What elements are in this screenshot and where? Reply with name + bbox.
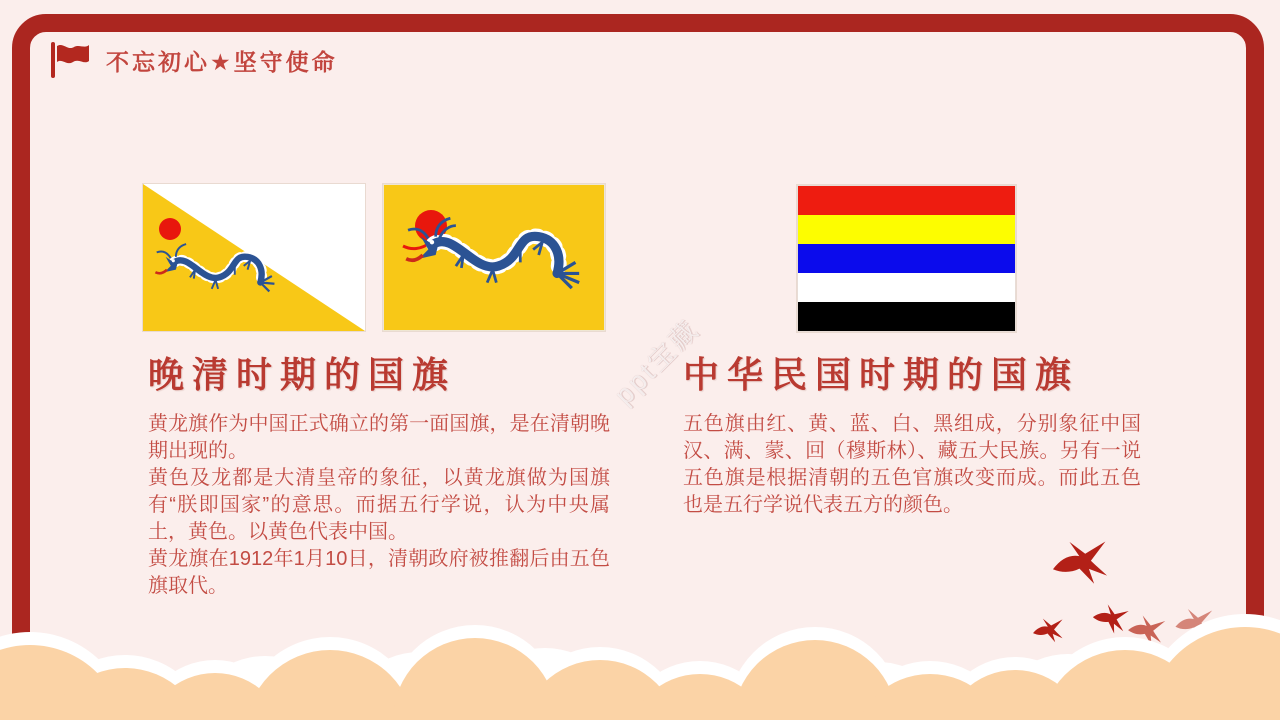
- section-paragraph: 黄色及龙都是大清皇帝的象征，以黄龙旗做为国旗有“朕即国家”的意思。而据五行学说，认为中央属土，黄色。以黄色代表中国。: [148, 467, 610, 543]
- slide-motto: 不忘初心★坚守使命: [106, 48, 338, 75]
- cloud-front-layer: [0, 627, 1280, 720]
- section-title-roc: 中华民国时期的国旗: [683, 354, 1080, 395]
- section-roc-flag: [683, 347, 1141, 519]
- section-paragraph: 黄龙旗在1912年1月10日，清朝政府被推翻后由五色旗取代。: [148, 548, 610, 597]
- watermark-text: ppt宝藏: [608, 313, 706, 411]
- bird-icon: [1127, 614, 1166, 647]
- bird-icon: [1032, 617, 1065, 644]
- flag-stripe-black: [798, 302, 1015, 331]
- section-paragraph: 五色旗由红、黄、蓝、白、黑组成，分别象征中国汉、满、蒙、回（穆斯林）、藏五大民族。另有一说五色旗是根据清朝的五色官旗改变而成。而此五色也是五行学说代表五方的颜色。: [683, 413, 1141, 516]
- section-qing-flag: [148, 347, 610, 600]
- section-paragraph: 黄龙旗作为中国正式确立的第一面国旗，是在清朝晚期出现的。: [148, 413, 610, 462]
- section-title-qing: 晚清时期的国旗: [148, 354, 457, 395]
- flag-stripe-white: [798, 273, 1015, 302]
- bird-icon: [941, 681, 951, 689]
- flag-stripe-yellow: [798, 215, 1015, 244]
- sun-disc: [159, 218, 181, 240]
- bird-icon: [1091, 602, 1129, 635]
- qing-triangular-dragon-flag[interactable]: [143, 184, 365, 331]
- qing-rectangular-dragon-flag[interactable]: [383, 184, 605, 331]
- flag-stripe-blue: [798, 244, 1015, 273]
- flag-stripe-red: [798, 186, 1015, 215]
- header: [48, 42, 338, 78]
- bird-icon: [1214, 620, 1250, 650]
- cloud-border: [0, 600, 1280, 720]
- flag-icon: [48, 42, 92, 78]
- five-color-flag[interactable]: [797, 185, 1016, 332]
- bird-icon: [1050, 537, 1112, 589]
- bird-icon: [1174, 607, 1214, 640]
- cloud-back-layer: [0, 614, 1280, 720]
